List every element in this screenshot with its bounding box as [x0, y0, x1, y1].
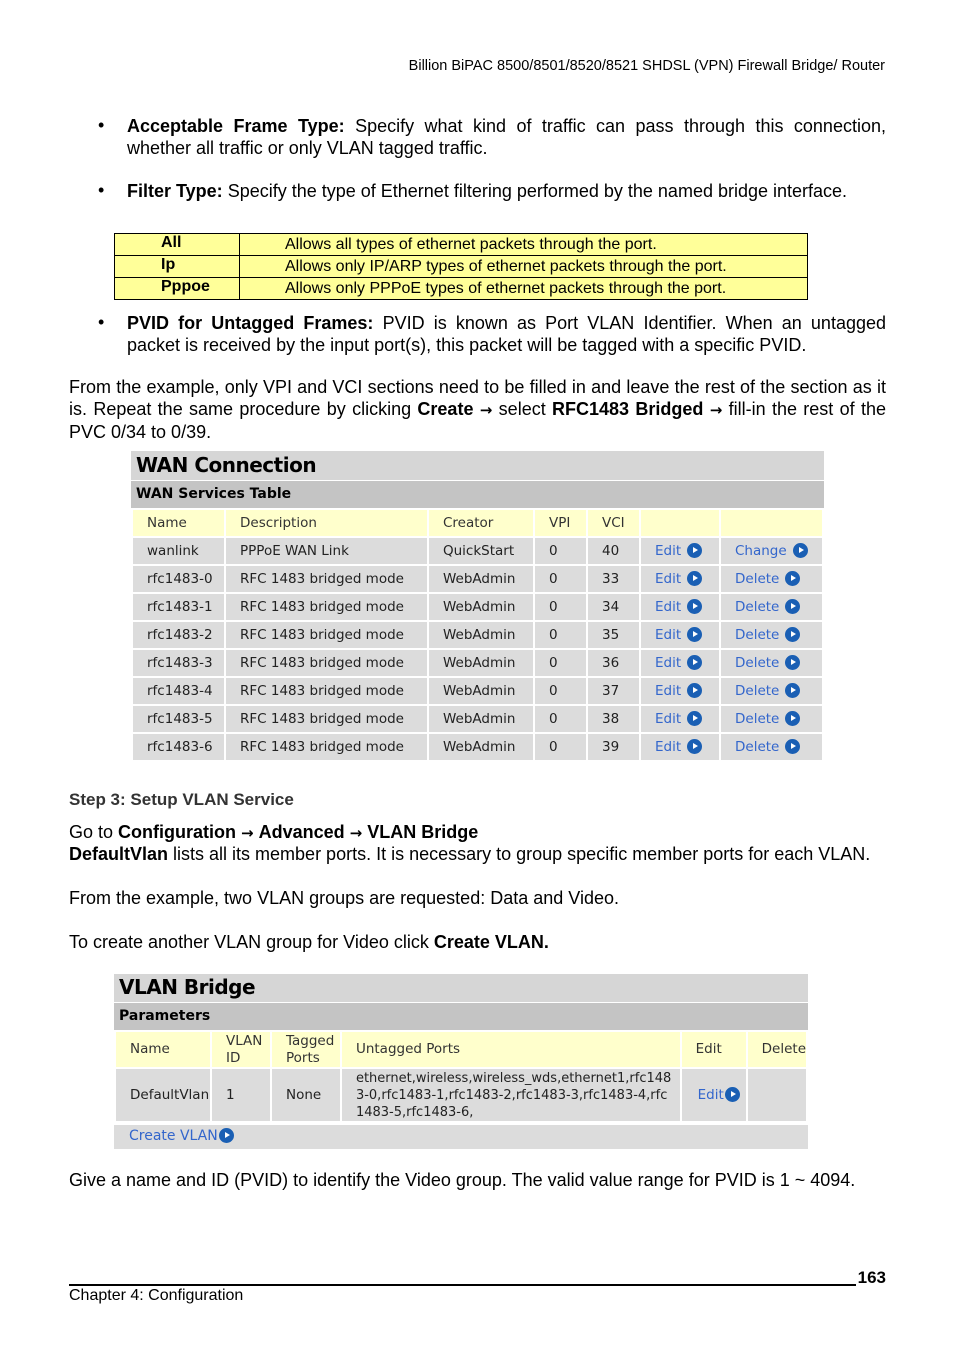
col-header: Name [115, 1031, 211, 1068]
vlan-untagged: ethernet,wireless,wireless_wds,ethernet1,rfc1483-0,rfc1483-1,rfc1483-2,rfc1483-3,rfc1483-4,rfc1483-5,rfc1483-6, [341, 1068, 681, 1122]
bullet-text: Specify the type of Ethernet filtering performed by the named bridge interface. [222, 181, 848, 201]
col-header: Tagged Ports [271, 1031, 341, 1068]
bullet-text: PVID is known as Port VLAN Identifier. When an untagged packet is received by the input port(s), this packet will be tagged with a specific PVID. [127, 313, 886, 355]
cell-name: rfc1483-4 [132, 677, 225, 705]
delete-link[interactable] [720, 593, 823, 621]
table-row [132, 621, 823, 649]
cell-name: rfc1483-5 [132, 705, 225, 733]
vlan-edit-link[interactable] [681, 1068, 747, 1122]
page-number: 163 [857, 1268, 886, 1287]
action-label[interactable]: Delete [735, 739, 780, 755]
table-row [115, 234, 808, 256]
arrow-icon: → [241, 824, 254, 842]
table-row [132, 537, 823, 565]
edit-label[interactable]: Edit [655, 599, 682, 615]
cell-creator: WebAdmin [428, 593, 534, 621]
arrow-icon: → [709, 401, 723, 419]
panel-subtitle: Parameters [114, 1002, 808, 1030]
cell-vpi: 0 [534, 705, 587, 733]
wan-services-table [131, 508, 824, 762]
bullet-marker: • [98, 115, 105, 135]
edit-link[interactable] [640, 649, 720, 677]
change-link[interactable] [720, 537, 823, 565]
edit-link[interactable] [640, 705, 720, 733]
bullet-marker: • [98, 180, 105, 200]
go-arrow-icon[interactable] [785, 599, 800, 614]
col-header: Name [132, 509, 225, 537]
bullet-term: Acceptable Frame Type: [127, 116, 345, 136]
go-arrow-icon[interactable] [785, 711, 800, 726]
col-header: Creator [428, 509, 534, 537]
edit-link[interactable] [640, 733, 720, 761]
edit-label[interactable]: Edit [655, 571, 682, 587]
col-header [640, 509, 720, 537]
col-header: Edit [681, 1031, 747, 1068]
edit-label[interactable]: Edit [655, 627, 682, 643]
cell-creator: WebAdmin [428, 677, 534, 705]
edit-link[interactable] [640, 621, 720, 649]
cell-creator: WebAdmin [428, 733, 534, 761]
col-header: VCI [587, 509, 640, 537]
action-label[interactable]: Change [735, 543, 787, 559]
action-label[interactable]: Delete [735, 571, 780, 587]
table-row [115, 256, 808, 278]
arrow-icon: → [349, 824, 363, 842]
cell-vci: 40 [587, 537, 640, 565]
edit-label[interactable]: Edit [655, 655, 682, 671]
edit-label[interactable]: Edit [697, 1086, 724, 1103]
action-label[interactable]: Delete [735, 711, 780, 727]
go-arrow-icon[interactable] [687, 711, 702, 726]
bullet-term: PVID for Untagged Frames: [127, 313, 374, 333]
cell-description: PPPoE WAN Link [225, 537, 428, 565]
delete-link[interactable] [720, 733, 823, 761]
go-arrow-icon[interactable] [219, 1128, 234, 1143]
go-arrow-icon[interactable] [687, 655, 702, 670]
cell-vpi: 0 [534, 537, 587, 565]
cell-vpi: 0 [534, 649, 587, 677]
filter-key: Pppoe [115, 278, 240, 300]
vlan-parameters-table [114, 1030, 808, 1123]
col-header: Delete [747, 1031, 807, 1068]
delete-link[interactable] [720, 565, 823, 593]
action-label[interactable]: Delete [735, 627, 780, 643]
cell-description: RFC 1483 bridged mode [225, 677, 428, 705]
go-arrow-icon[interactable] [687, 627, 702, 642]
cell-vpi: 0 [534, 677, 587, 705]
edit-label[interactable]: Edit [655, 683, 682, 699]
go-arrow-icon[interactable] [687, 571, 702, 586]
cell-creator: QuickStart [428, 537, 534, 565]
cell-description: RFC 1483 bridged mode [225, 593, 428, 621]
bullet-acceptable-frame-type [127, 115, 886, 159]
cell-description: RFC 1483 bridged mode [225, 649, 428, 677]
panel-subtitle: WAN Services Table [131, 480, 824, 508]
cell-vci: 38 [587, 705, 640, 733]
cell-name: rfc1483-1 [132, 593, 225, 621]
cell-name: rfc1483-6 [132, 733, 225, 761]
edit-link[interactable] [640, 593, 720, 621]
delete-link[interactable] [720, 621, 823, 649]
action-label[interactable]: Delete [735, 599, 780, 615]
footer-rule [69, 1284, 886, 1286]
table-row [132, 649, 823, 677]
table-row [115, 1068, 807, 1122]
filter-desc: Allows only IP/ARP types of ethernet packets through the port. [240, 256, 808, 278]
edit-label[interactable]: Edit [655, 711, 682, 727]
cell-vci: 33 [587, 565, 640, 593]
cell-vci: 36 [587, 649, 640, 677]
wan-connection-panel [131, 451, 824, 762]
create-vlan-link[interactable]: Create VLAN [129, 1128, 218, 1144]
table-row [132, 705, 823, 733]
col-header: VPI [534, 509, 587, 537]
vlan-tagged: None [271, 1068, 341, 1122]
cell-name: rfc1483-0 [132, 565, 225, 593]
go-arrow-icon[interactable] [687, 543, 702, 558]
edit-link[interactable] [640, 677, 720, 705]
go-arrow-icon[interactable] [785, 683, 800, 698]
edit-link[interactable] [640, 537, 720, 565]
col-header: Description [225, 509, 428, 537]
filter-type-table [114, 233, 808, 300]
cell-description: RFC 1483 bridged mode [225, 621, 428, 649]
go-arrow-icon[interactable] [725, 1087, 740, 1102]
table-header-row [132, 509, 823, 537]
table-header-row [115, 1031, 807, 1068]
action-label[interactable]: Delete [735, 655, 780, 671]
cell-creator: WebAdmin [428, 649, 534, 677]
example-paragraph: From the example, only VPI and VCI sections need to be filled in and leave the rest of the section as it is. Repeat the same procedure by clicking Create → select RFC1483 Bridged → fill-in the rest of the PVC 0/34 to 0/39. [69, 377, 886, 442]
defaultvlan-paragraph: DefaultVlan lists all its member ports. It is necessary to group specific member ports for each VLAN. [69, 844, 871, 864]
go-arrow-icon[interactable] [785, 739, 800, 754]
vlan-id: 1 [211, 1068, 271, 1122]
create-vlan-row [114, 1123, 808, 1149]
go-arrow-icon[interactable] [687, 739, 702, 754]
panel-title: WAN Connection [131, 451, 824, 480]
cell-description: RFC 1483 bridged mode [225, 565, 428, 593]
edit-label[interactable]: Edit [655, 739, 682, 755]
col-header [720, 509, 823, 537]
cell-vpi: 0 [534, 733, 587, 761]
table-row [132, 593, 823, 621]
cell-name: rfc1483-2 [132, 621, 225, 649]
delete-link[interactable] [720, 705, 823, 733]
bullet-filter-type [127, 180, 886, 202]
table-row [132, 677, 823, 705]
go-arrow-icon[interactable] [687, 683, 702, 698]
filter-key: All [115, 234, 240, 256]
action-label[interactable]: Delete [735, 683, 780, 699]
edit-link[interactable] [640, 565, 720, 593]
cell-vci: 35 [587, 621, 640, 649]
footer-chapter: Chapter 4: Configuration [69, 1287, 244, 1304]
cell-vci: 34 [587, 593, 640, 621]
go-arrow-icon[interactable] [785, 655, 800, 670]
go-arrow-icon[interactable] [793, 543, 808, 558]
delete-link[interactable] [720, 677, 823, 705]
edit-label[interactable]: Edit [655, 543, 682, 559]
panel-title: VLAN Bridge [114, 974, 808, 1002]
example-line: From the example, two VLAN groups are requested: Data and Video. [69, 888, 619, 908]
bullet-marker: • [98, 312, 105, 332]
cell-vpi: 0 [534, 565, 587, 593]
col-header: Untagged Ports [341, 1031, 681, 1068]
step-heading: Step 3: Setup VLAN Service [69, 790, 294, 809]
go-arrow-icon[interactable] [687, 599, 702, 614]
cell-description: RFC 1483 bridged mode [225, 705, 428, 733]
col-header: VLAN ID [211, 1031, 271, 1068]
vlan-bridge-panel [114, 974, 808, 1149]
filter-desc: Allows only PPPoE types of ethernet packets through the port. [240, 278, 808, 300]
filter-desc: Allows all types of ethernet packets through the port. [240, 234, 808, 256]
cell-vci: 37 [587, 677, 640, 705]
bullet-term: Filter Type: [127, 181, 223, 201]
cell-creator: WebAdmin [428, 705, 534, 733]
table-row [115, 278, 808, 300]
vlan-delete-cell [747, 1068, 807, 1122]
cell-vpi: 0 [534, 621, 587, 649]
cell-description: RFC 1483 bridged mode [225, 733, 428, 761]
table-row [132, 733, 823, 761]
cell-creator: WebAdmin [428, 565, 534, 593]
final-paragraph: Give a name and ID (PVID) to identify the Video group. The valid value range for PVID is 1 ~ 4094. [69, 1170, 856, 1190]
bullet-text: Specify what kind of traffic can pass through this connection, whether all traffic or only VLAN tagged traffic. [127, 116, 886, 158]
bullet-pvid [127, 312, 886, 356]
document-header: Billion BiPAC 8500/8501/8520/8521 SHDSL (VPN) Firewall Bridge/ Router [408, 58, 885, 74]
table-row [132, 565, 823, 593]
cell-vci: 39 [587, 733, 640, 761]
filter-key: Ip [115, 256, 240, 278]
create-instruction: To create another VLAN group for Video click Create VLAN. [69, 932, 549, 952]
goto-line: Go to Configuration → Advanced → VLAN Bridge [69, 822, 479, 842]
cell-creator: WebAdmin [428, 621, 534, 649]
cell-vpi: 0 [534, 593, 587, 621]
go-arrow-icon[interactable] [785, 627, 800, 642]
vlan-name: DefaultVlan [115, 1068, 211, 1122]
cell-name: rfc1483-3 [132, 649, 225, 677]
go-arrow-icon[interactable] [785, 571, 800, 586]
arrow-icon: → [479, 401, 493, 419]
cell-name: wanlink [132, 537, 225, 565]
delete-link[interactable] [720, 649, 823, 677]
